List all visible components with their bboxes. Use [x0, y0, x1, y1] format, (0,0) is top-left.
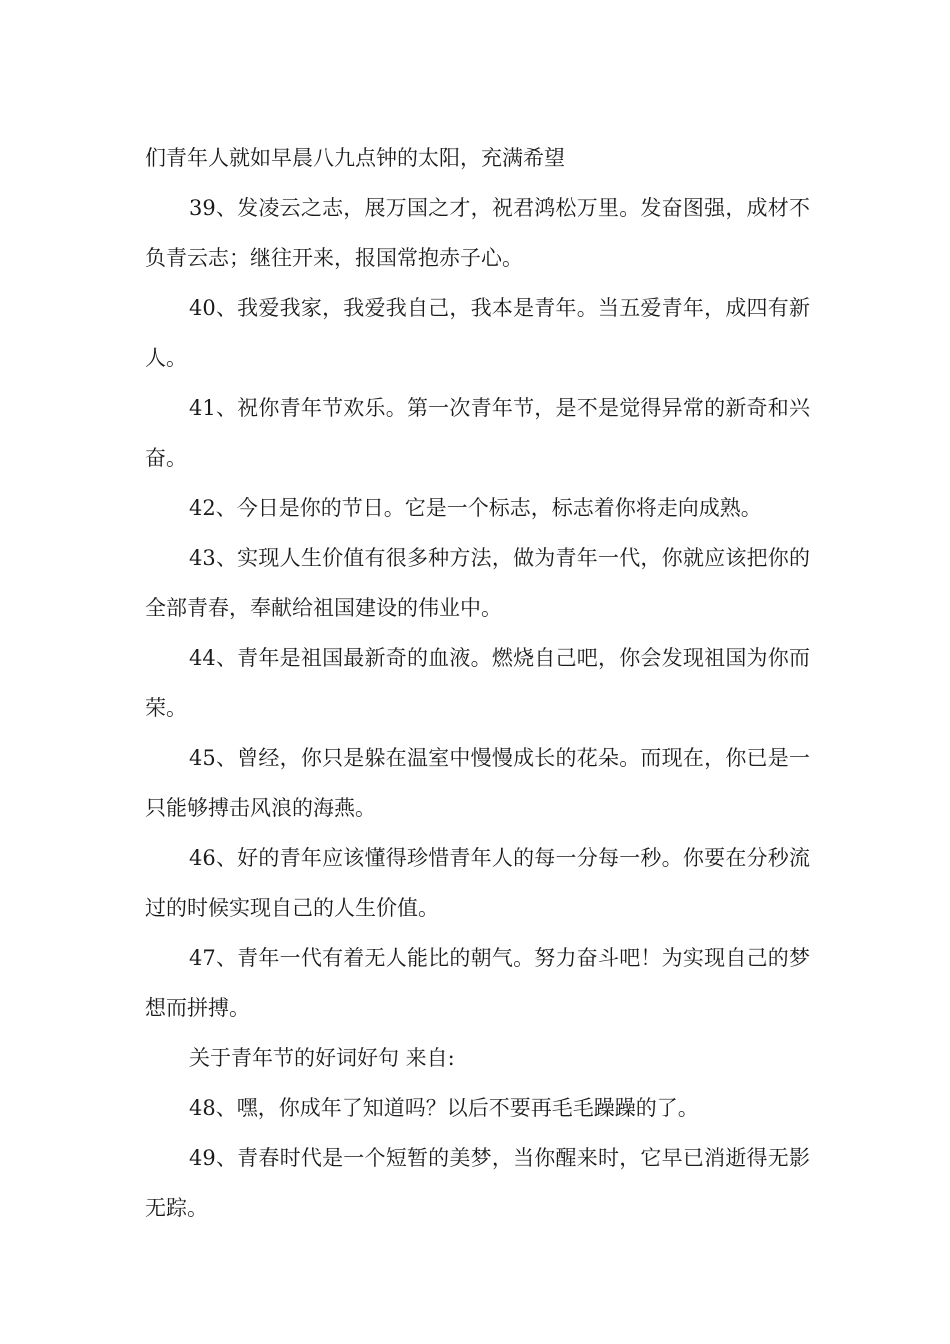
paragraph-44: 44、青年是祖国最新奇的血液。燃烧自己吧，你会发现祖国为你而荣。	[145, 646, 810, 720]
paragraph-47: 47、青年一代有着无人能比的朝气。努力奋斗吧！为实现自己的梦想而拼搏。	[145, 946, 810, 1020]
paragraph-39: 39、发凌云之志，展万国之才，祝君鸿松万里。发奋图强，成材不负青云志；继往开来，报国常抱赤子心。	[145, 196, 810, 270]
paragraph-49: 49、青春时代是一个短暂的美梦，当你醒来时，它早已消逝得无影无踪。	[145, 1146, 810, 1220]
paragraph-continuation: 们青年人就如早晨八九点钟的太阳，充满希望	[145, 146, 565, 170]
paragraph-48: 48、嘿，你成年了知道吗？以后不要再毛毛躁躁的了。	[189, 1096, 699, 1120]
paragraph-45: 45、曾经，你只是躲在温室中慢慢成长的花朵。而现在，你已是一只能够搏击风浪的海燕。	[145, 746, 810, 820]
paragraph-43: 43、实现人生价值有很多种方法，做为青年一代，你就应该把你的全部青春，奉献给祖国建设的伟业中。	[145, 546, 810, 620]
section-heading: 关于青年节的好词好句 来自:	[189, 1046, 455, 1070]
paragraph-46: 46、好的青年应该懂得珍惜青年人的每一分每一秒。你要在分秒流过的时候实现自己的人生价值。	[145, 846, 810, 920]
paragraph-41: 41、祝你青年节欢乐。第一次青年节，是不是觉得异常的新奇和兴奋。	[145, 396, 810, 470]
paragraph-40: 40、我爱我家，我爱我自己，我本是青年。当五爱青年，成四有新人。	[145, 296, 810, 370]
paragraph-42: 42、今日是你的节日。它是一个标志，标志着你将走向成熟。	[189, 496, 762, 520]
document-body	[145, 133, 810, 1233]
